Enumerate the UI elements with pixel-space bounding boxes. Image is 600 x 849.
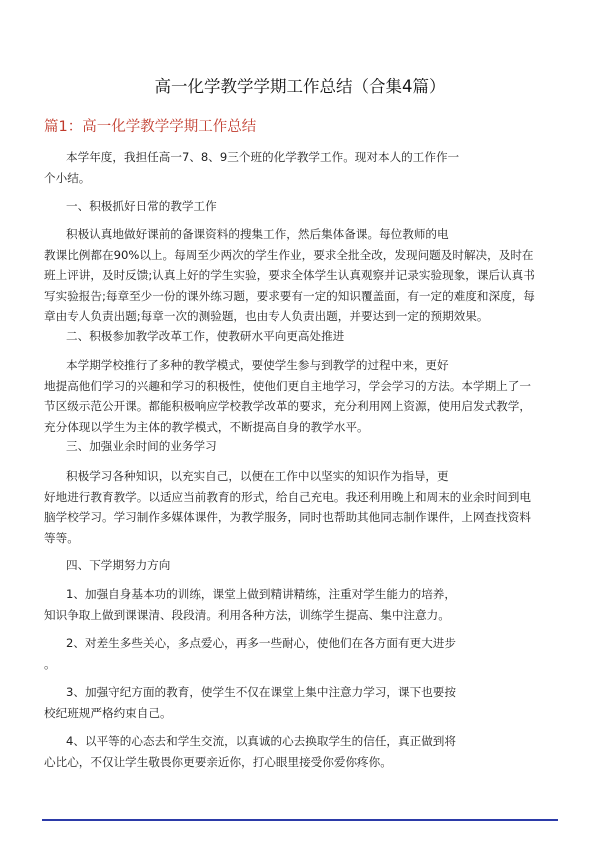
paragraph-intro — [44, 147, 564, 188]
paragraph-one — [44, 224, 564, 327]
text-line: 知识争取上做到课课清、段段清。利用各种方法，训练学生提高、集中注意力。 — [44, 607, 450, 622]
section-heading: 篇1：高一化学教学学期工作总结 — [44, 119, 257, 135]
text-line: 写实验报告;每章至少一份的课外练习题，要求要有一定的知识覆盖面，有一定的难度和深度，每 — [44, 288, 535, 303]
text-line: 脑学校学习。学习制作多媒体课件，为教学服务，同时也帮助其他同志制作课件，上网查找资料 — [44, 510, 531, 524]
text-line: 积极学习各种知识，以充实自己，以便在工作中以坚实的知识作为指导，更 — [66, 469, 449, 483]
text-line: 节区级示范公开课。都能积极响应学校教学改革的要求，充分利用网上资源，使用启发式教学， — [44, 399, 531, 413]
text-line: 等等。 — [44, 530, 79, 545]
item-three — [44, 682, 564, 723]
text-line: 2、对差生多些关心，多点爱心，再多一些耐心，使他们在各方面有更大进步 — [66, 636, 456, 650]
heading-two — [44, 326, 564, 347]
text-line: 教课比例都在90%以上。每周至少两次的学生作业，要求全批全改，发现问题及时解决，及时在 — [44, 247, 534, 262]
text-line: 3、加强守纪方面的教育，使学生不仅在课堂上集中注意力学习，课下也要按 — [66, 685, 456, 699]
text-line: 四、下学期努力方向 — [66, 558, 171, 572]
text-line: 本学年度，我担任高一7、8、9三个班的化学教学工作。现对本人的工作作一 — [66, 150, 460, 164]
footer-divider — [42, 819, 558, 821]
text-line: 。 — [44, 656, 56, 671]
heading-four — [44, 555, 564, 576]
text-line: 个小结。 — [44, 170, 91, 185]
text-line: 本学期学校推行了多种的教学模式，要使学生参与到教学的过程中来，更好 — [66, 358, 449, 372]
text-line: 一、积极抓好日常的教学工作 — [66, 199, 217, 213]
text-line: 二、积极参加教学改革工作，使教研水平向更高处推进 — [66, 329, 345, 343]
text-line: 充分体现以学生为主体的教学模式，不断提高自身的教学水平。 — [44, 419, 369, 434]
text-line: 心比心，不仅让学生敬畏你更要亲近你，打心眼里接受你爱你疼你。 — [44, 754, 392, 769]
item-four — [44, 731, 564, 772]
text-line: 1、加强自身基本功的训练，课堂上做到精讲精练，注重对学生能力的培养， — [66, 587, 456, 601]
text-line: 地提高他们学习的兴趣和学习的积极性，使他们更自主地学习，学会学习的方法。本学期上了一 — [44, 378, 531, 393]
document-title: 高一化学教学学期工作总结（合集4篇） — [154, 77, 446, 96]
heading-one — [44, 196, 564, 217]
item-one — [44, 584, 564, 625]
paragraph-two — [44, 355, 564, 437]
text-line: 积极认真地做好课前的备课资料的搜集工作，然后集体备课。每位教师的电 — [66, 227, 449, 241]
text-line: 三、加强业余时间的业务学习 — [66, 439, 217, 453]
text-line: 班上评讲，及时反馈;认真上好的学生实验，要求全体学生认真观察并记录实验现象，课后认真书 — [44, 268, 535, 282]
text-line: 好地进行教育教学。以适应当前教育的形式，给自己充电。我还利用晚上和周末的业余时间到电 — [44, 489, 531, 504]
item-two — [44, 633, 564, 674]
heading-three — [44, 436, 564, 457]
text-line: 4、以平等的心态去和学生交流，以真诚的心去换取学生的信任，真正做到将 — [66, 734, 456, 748]
text-line: 校纪班规严格约束自己。 — [44, 705, 172, 720]
text-line: 章由专人负责出题;每章一次的测验题，也由专人负责出题，并要达到一定的预期效果。 — [44, 309, 489, 323]
paragraph-three — [44, 466, 564, 548]
